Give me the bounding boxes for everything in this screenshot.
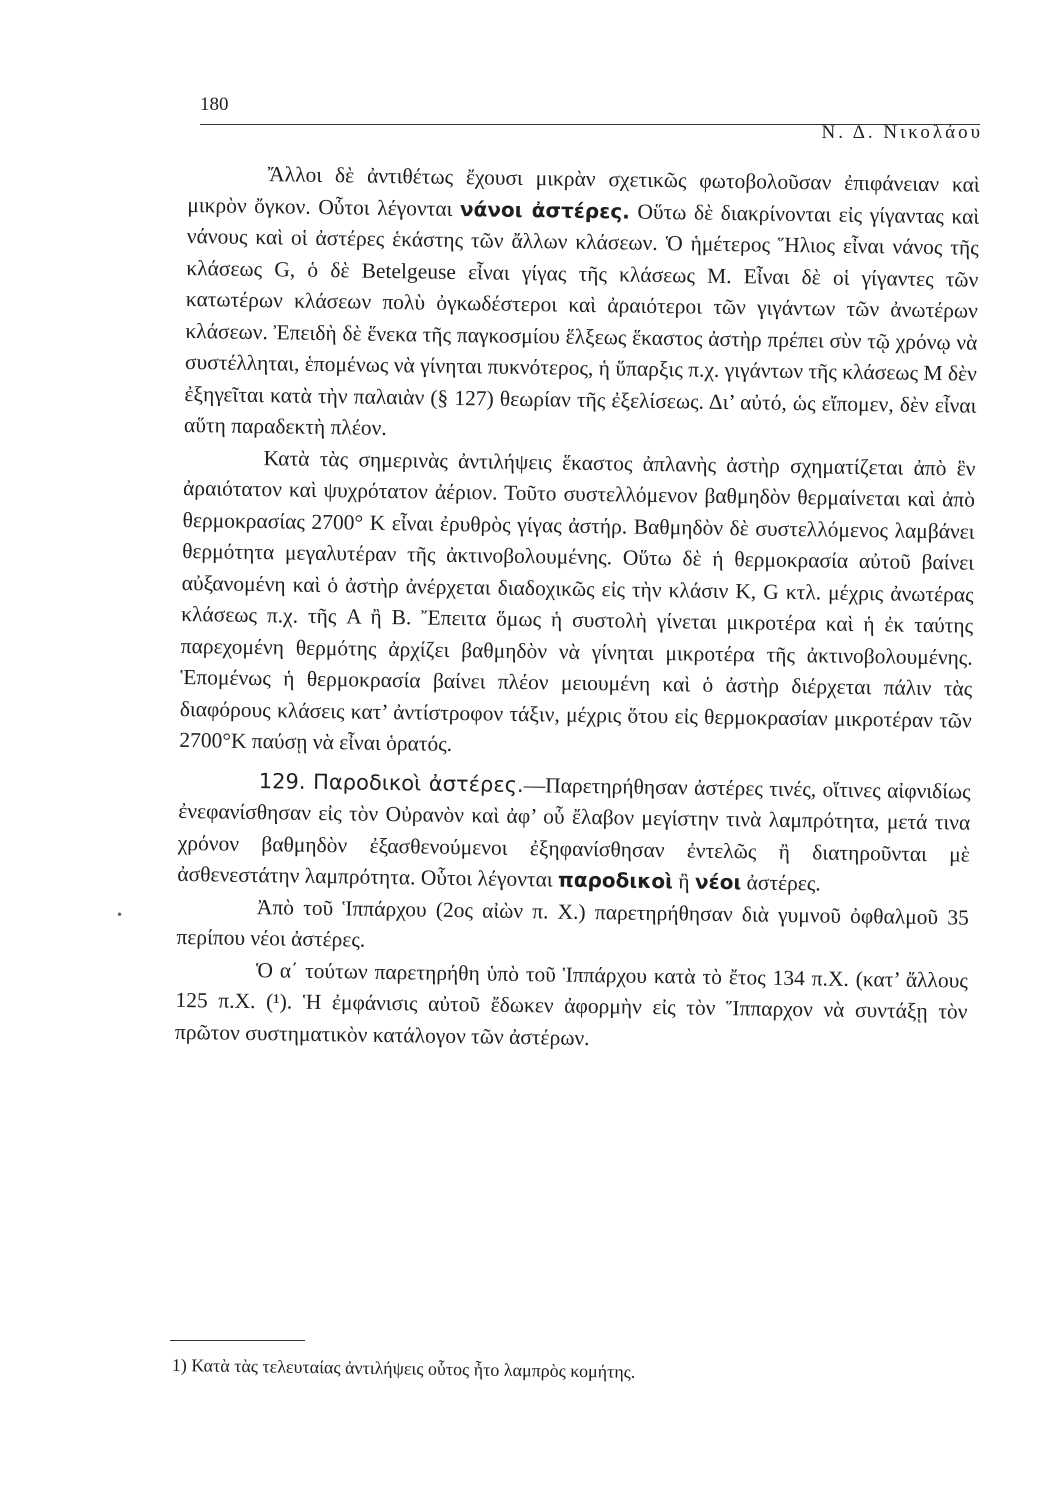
term-new: νέοι bbox=[694, 869, 742, 895]
footnote: 1) Κατὰ τὰς τελευταίας ἀντιλήψεις οὗτος ἦτο λαμπρὸς κομήτης. bbox=[171, 1354, 636, 1382]
footnote-rule bbox=[170, 1340, 305, 1341]
paragraph-text: ἢ bbox=[672, 869, 696, 894]
paragraph-section-129 bbox=[177, 764, 971, 902]
paragraph-hipparchus: Ἀπὸ τοῦ Ἱππάρχου (2ος αἰὼν π. Χ.) παρετηρήθησαν διὰ γυμνοῦ ὀφθαλμοῦ 35 περίπου νέοι ἀστέρες. bbox=[176, 894, 970, 952]
header-rule bbox=[200, 124, 980, 125]
stray-dot: • bbox=[116, 908, 124, 922]
term-transient: παροδικοὶ bbox=[557, 867, 674, 894]
paragraph-text: —Παρετηρήθησαν ἀστέρες τινές, οἵτινες αἰφνιδίως ἐνεφανίσθησαν εἰς τὸν Οὐρανὸν καὶ ἀφ’ οὗ ἔλαβον μεγίστην τινὰ λαμπρότητα, μετά τινα χρόνον βαθμηδὸν ἐξασθενούμενοι ἐξηφανίσθησαν ἐντελῶς ἢ διατηροῦνται μὲ ἀσθενεστάτην λαμπρότητα. Οὗτοι λέγονται bbox=[177, 772, 971, 892]
term-dwarf-stars: νάνοι ἀστέρες. bbox=[459, 196, 631, 224]
section-heading: 129. Παροδικοὶ ἀστέρες. bbox=[258, 768, 524, 797]
paragraph-stellar-evolution: Κατὰ τὰς σημερινὰς ἀντιλήψεις ἕκαστος ἀπλανὴς ἀστὴρ σχηματίζεται ἀπὸ ἓν ἀραιότατον καὶ ψυχρότατον ἀέριον. Τοῦτο συστελλόμενον βαθμηδὸν θερμαίνεται καὶ ἀπὸ θερμοκρασίας 2700° K εἶναι ἐρυθρὸς γίγας ἀστήρ. Βαθμηδὸν δὲ συστελλόμενος λαμβάνει θερμότητα μεγαλυτέραν τῆς ἀκτινοβολουμένης. Οὕτω δὲ ἡ θερμοκρασία αὐτοῦ βαίνει αὐξανομένη καὶ ὁ ἀστὴρ ἀνέρχεται διαδοχικῶς εἰς τὴν κλάσιν K, G κτλ. μέχρις ἀνωτέρας κλάσεως π.χ. τῆς A ἢ B. Ἔπειτα ὅμως ἡ συστολὴ γίνεται μικροτέρα καὶ ἡ ἐκ ταύτης παρεχομένη θερμότης ἀρχίζει βαθμηδὸν νὰ γίνηται μικροτέρα τῆς ἀκτινοβολουμένης. Ἑπομένως ἡ θερμοκρασία βαίνει πλέον μειουμένη καὶ ὁ ἀστὴρ διέρχεται πάλιν τὰς διαφόρους κλάσεις κατ’ ἀντίστροφον τάξιν, μέχρις ὅτου εἰς θερμοκρασίαν μικροτέραν τῶν 2700°K παύσῃ νὰ εἶναι ὁρατός. bbox=[179, 445, 976, 756]
page-number: 180 bbox=[200, 94, 229, 115]
paragraph-text: Οὕτω δὲ διακρίνονται εἰς γίγαντας καὶ νάνους καὶ οἱ ἀστέρες ἑκάστης τῶν ἄλλων κλάσεων. Ὁ ἡμέτερος Ἥλιος εἶναι νάνος τῆς κλάσεως G, ὁ δὲ Betelgeuse εἶναι γίγας τῆς κλάσεως M. Εἶναι δὲ οἱ γίγαντες τῶν κατωτέρων κλάσεων πολὺ ὀγκωδέστεροι καὶ ἀραιότεροι τῶν γιγάντων τῶν ἀνωτέρων κλάσεων. Ἐπειδὴ δὲ ἕνεκα τῆς παγκοσμίου ἕλξεως ἕκαστος ἀστὴρ πρέπει σὺν τῷ χρόνῳ νὰ συστέλληται, ἑπομένως νὰ γίνηται πυκνότερος, ἡ ὕπαρξις π.χ. γιγάντων τῆς κλάσεως M δὲν ἐξηγεῖται κατὰ τὴν παλαιὰν (§ 127) θεωρίαν τῆς ἐξελίσεως. Δι’ αὐτό, ὡς εἴπομεν, δὲν εἶναι αὕτη παραδεκτὴ πλέον. bbox=[183, 199, 980, 440]
paragraph-first-nova: Ὁ α΄ τούτων παρετηρήθη ὑπὸ τοῦ Ἱππάρχου κατὰ τὸ ἔτος 134 π.Χ. (κατ’ ἄλλους 125 π.Χ. (¹). Ἡ ἐμφάνισις αὐτοῦ ἔδωκεν ἀφορμὴν εἰς τὸν Ἵππαρχον νὰ συντάξῃ τὸν πρῶτον συστηματικὸν κατάλογον τῶν ἀστέρων. bbox=[174, 957, 969, 1050]
running-head: Ν. Δ. Νικολάου bbox=[821, 122, 983, 143]
paragraph-text: ἀστέρες. bbox=[741, 870, 821, 896]
body-text bbox=[175, 158, 980, 1060]
paragraph-giants-dwarfs bbox=[184, 158, 980, 453]
paragraph-text: Ἄλλοι δὲ ἀντιθέτως ἔχουσι μικρὰν σχετικῶς φωτοβολοῦσαν ἐπιφάνειαν καὶ μικρὸν ὄγκον. Οὗτοι λέγονται bbox=[187, 162, 980, 221]
